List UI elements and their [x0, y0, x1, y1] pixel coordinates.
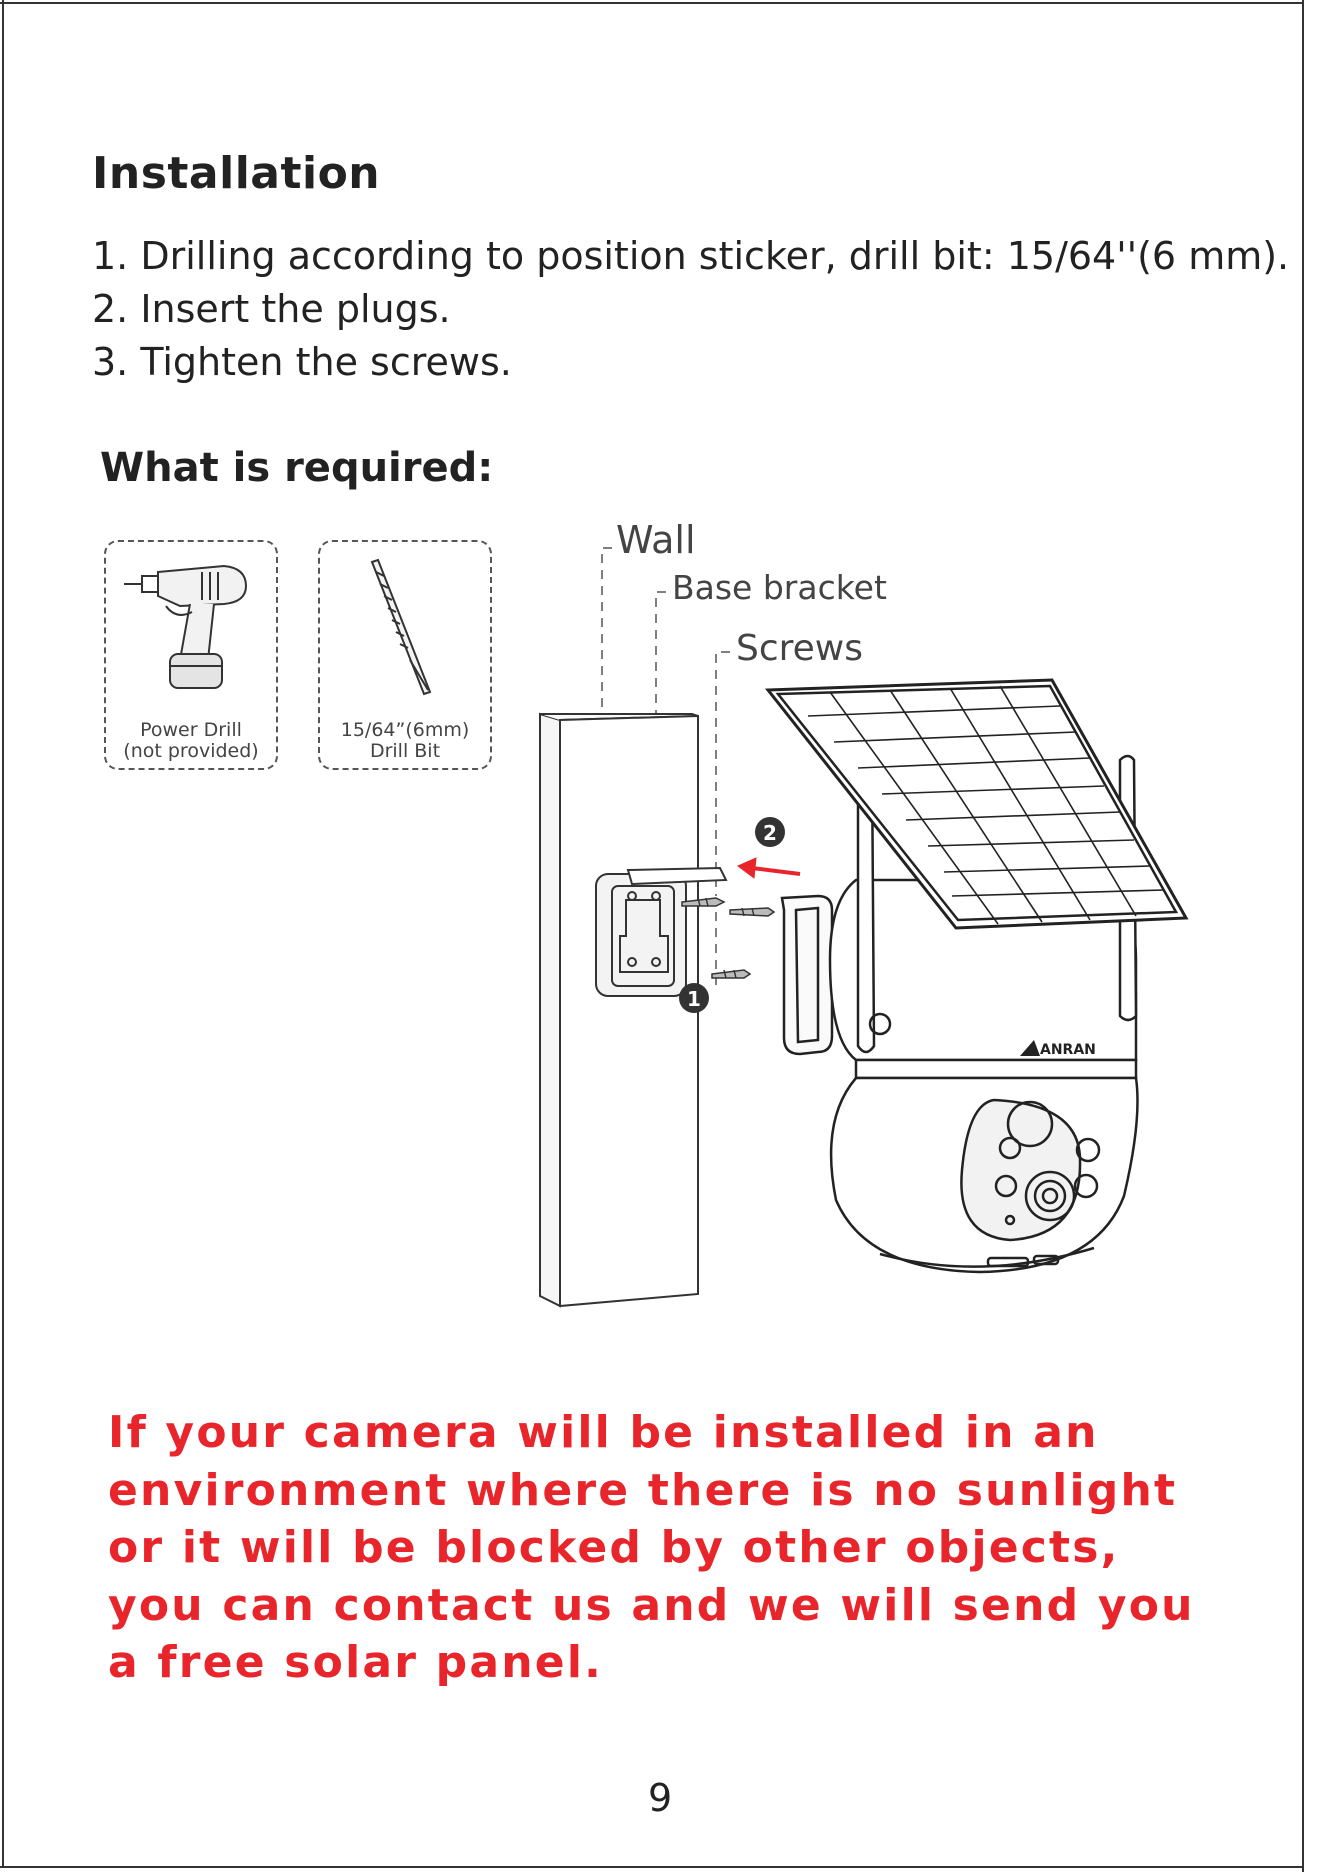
- tool-power-drill: [104, 540, 278, 770]
- required-title: What is required:: [100, 445, 494, 491]
- frame-border-left: [2, 0, 4, 1868]
- insert-arrow: [738, 858, 800, 878]
- step-marker-label: 2: [763, 821, 777, 845]
- step-marker-1: [679, 983, 709, 1013]
- step-item: 3. Tighten the screws.: [92, 340, 512, 384]
- frame-border-bottom: [0, 1866, 1304, 1868]
- notice-text: If your camera will be installed in an environment where there is no sunlight or it will be blocked by other objects, you can contact us and we will send you a free solar panel.: [108, 1407, 1195, 1688]
- solar-camera-illustration: [768, 680, 1186, 1272]
- tool-caption: [106, 720, 276, 762]
- frame-border-top: [0, 2, 1304, 4]
- step-marker-2: [755, 817, 785, 847]
- drill-bit-icon: [320, 542, 490, 712]
- tool-name: Drill Bit: [369, 740, 441, 762]
- installation-steps: [92, 230, 1289, 389]
- tool-name: Power Drill: [140, 719, 242, 741]
- frame-border-right: [1302, 0, 1304, 1872]
- installation-diagram: [520, 520, 1200, 1320]
- wall-illustration: [540, 714, 698, 1306]
- label-wall: Wall: [616, 518, 696, 562]
- step-marker-label: 1: [687, 987, 701, 1011]
- tool-drill-bit: [318, 540, 492, 770]
- leader-wall: [602, 548, 612, 740]
- brand-name: ANRAN: [1040, 1042, 1096, 1058]
- step-item: 2. Insert the plugs.: [92, 287, 451, 331]
- tool-note: (not provided): [123, 740, 259, 762]
- power-drill-icon: [106, 542, 276, 712]
- label-base-bracket: Base bracket: [672, 568, 887, 607]
- tool-size: 15/64”(6mm): [340, 719, 470, 741]
- section-title: Installation: [92, 148, 381, 199]
- step-item: 1. Drilling according to position sticker, drill bit: 15/64''(6 mm).: [92, 234, 1290, 278]
- base-bracket-illustration: [596, 868, 726, 996]
- label-screws: Screws: [736, 628, 864, 669]
- tool-caption: [320, 720, 490, 762]
- leader-screws: [716, 652, 730, 896]
- page-number: 9: [648, 1776, 673, 1820]
